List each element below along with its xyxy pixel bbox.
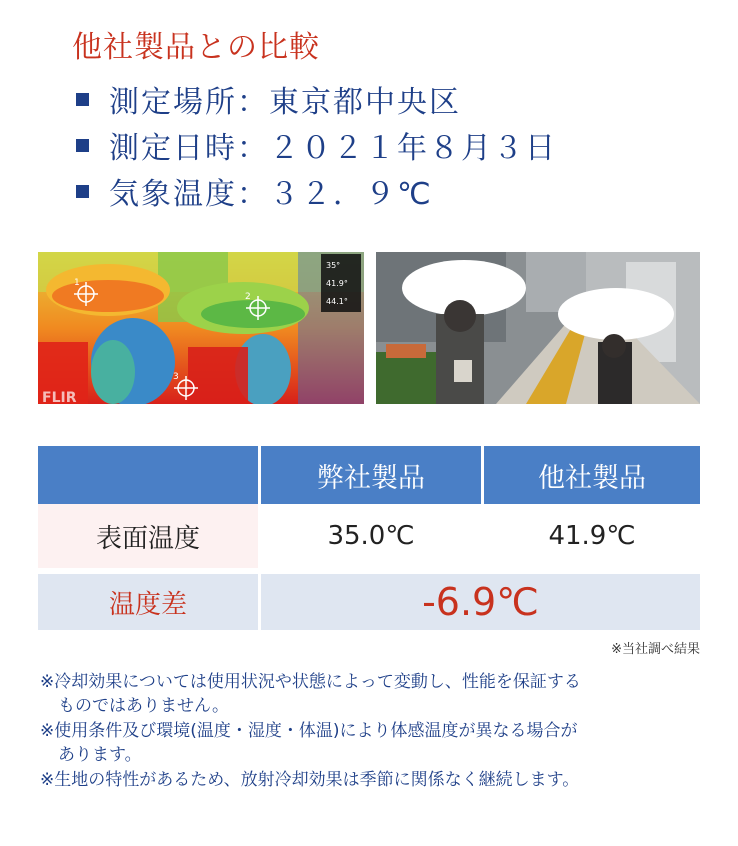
note-line: ※使用条件及び環境(温度・湿度・体温)により体感温度が異なる場合が (40, 721, 578, 741)
street-photo-graphic (376, 252, 700, 404)
disclaimer-note (40, 670, 710, 718)
table-header-ours: 弊社製品 (261, 446, 481, 504)
weather-temperature (72, 168, 557, 214)
disclaimer-note (40, 768, 710, 792)
thermal-camera-image (38, 252, 364, 404)
measurement-datetime (72, 122, 557, 168)
measurement-info-list (72, 76, 557, 214)
bullet-text: 測定日時：２０２１年８月３日 (109, 131, 557, 166)
surface-temp-ours: 35.0℃ (261, 504, 481, 568)
note-line: ※生地の特性があるため、放射冷却効果は季節に関係なく継続します。 (40, 770, 580, 790)
bullet-square-icon (76, 93, 89, 106)
thermal-marker: 1 (74, 278, 80, 288)
reading-1: 35° (326, 261, 341, 270)
table-header-row (38, 446, 700, 504)
measurement-location (72, 76, 557, 122)
source-note: ※当社調べ結果 (611, 642, 700, 657)
bullet-square-icon (76, 185, 89, 198)
temp-diff-value: -6.9℃ (261, 574, 700, 630)
bullet-text: 気象温度：３２．９℃ (109, 177, 433, 212)
note-line-continued: ものではありません。 (58, 696, 230, 716)
bullet-square-icon (76, 139, 89, 152)
row-label-temp-diff: 温度差 (38, 574, 258, 630)
temperature-readout (326, 257, 348, 311)
note-line: ※冷却効果については使用状況や状態によって変動し、性能を保証する (40, 672, 581, 692)
page-title: 他社製品との比較 (72, 30, 320, 65)
thermal-marker: 3 (173, 372, 179, 382)
disclaimer-notes (40, 670, 710, 793)
thermal-marker: 2 (245, 292, 251, 302)
table-row-surface-temp (38, 504, 700, 568)
disclaimer-note (40, 719, 710, 767)
row-label-surface-temp: 表面温度 (38, 504, 258, 568)
table-header-blank (38, 446, 258, 504)
note-line-continued: あります。 (58, 745, 142, 765)
flir-logo: FLIR (42, 390, 77, 404)
table-row-temp-diff (38, 574, 700, 630)
table-header-theirs: 他社製品 (484, 446, 700, 504)
bullet-text: 測定場所：東京都中央区 (109, 85, 461, 120)
reading-2: 41.9° (326, 279, 348, 288)
comparison-table (38, 446, 700, 630)
surface-temp-theirs: 41.9℃ (484, 504, 700, 568)
street-photo (376, 252, 700, 404)
thermal-image-graphic (38, 252, 364, 404)
reading-3: 44.1° (326, 297, 348, 306)
